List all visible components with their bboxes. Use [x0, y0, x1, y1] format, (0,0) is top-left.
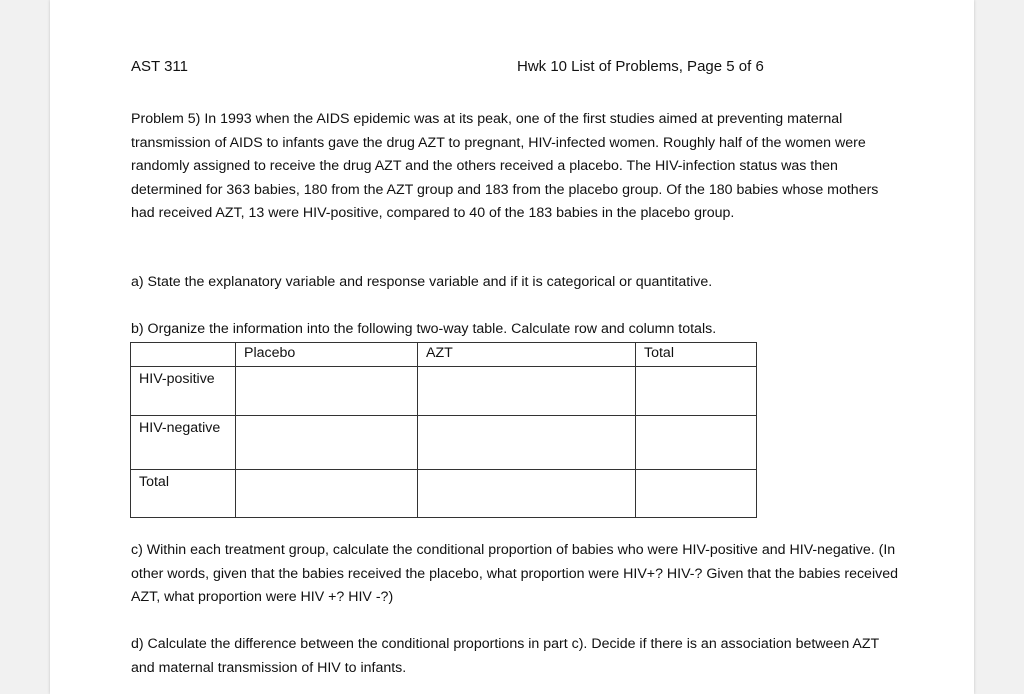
page-title: Hwk 10 List of Problems, Page 5 of 6 — [517, 58, 764, 75]
question-a: a) State the explanatory variable and response variable and if it is categorical or quantitative. — [131, 274, 713, 290]
blank-cell — [236, 470, 418, 518]
row-label-hiv-positive: HIV-positive — [131, 367, 236, 416]
question-d: d) Calculate the difference between the conditional proportions in part c). Decide if there is an association between AZT and maternal transmission of HIV to infants. — [131, 636, 879, 676]
table-row — [131, 416, 757, 470]
table-row — [131, 470, 757, 518]
column-header-total: Total — [636, 343, 757, 367]
blank-cell — [636, 367, 757, 416]
blank-cell — [418, 367, 636, 416]
table-header-row — [131, 343, 757, 367]
blank-cell — [418, 470, 636, 518]
blank-cell — [636, 470, 757, 518]
column-header-azt: AZT — [418, 343, 636, 367]
problem-statement: Problem 5) In 1993 when the AIDS epidemic was at its peak, one of the first studies aimed at preventing maternal transmission of AIDS to infants gave the drug AZT to pregnant, HIV-infected women. Roughly half of the women were randomly assigned to receive the drug AZT and the others received a placebo. The HIV-infection status was then determined for 363 babies, 180 from the AZT group and 183 from the placebo group. Of the 180 babies whose mothers had received AZT, 13 were HIV-positive, compared to 40 of the 183 babies in the placebo group. — [131, 111, 879, 222]
blank-cell — [636, 416, 757, 470]
table-corner-cell — [131, 343, 236, 367]
question-b: b) Organize the information into the following two-way table. Calculate row and column totals. — [131, 321, 717, 337]
blank-cell — [418, 416, 636, 470]
table-row — [131, 367, 757, 416]
row-label-total: Total — [131, 470, 236, 518]
course-code: AST 311 — [131, 58, 188, 75]
document-page — [50, 0, 974, 694]
blank-cell — [236, 416, 418, 470]
two-way-table — [130, 342, 757, 518]
column-header-placebo: Placebo — [236, 343, 418, 367]
question-c: c) Within each treatment group, calculate the conditional proportion of babies who were HIV-positive and HIV-negative. (In other words, given that the babies received the placebo, what proportion were HIV+? HIV-? Given that the babies received AZT, what proportion were HIV +? HIV -?) — [131, 542, 898, 606]
row-label-hiv-negative: HIV-negative — [131, 416, 236, 470]
blank-cell — [236, 367, 418, 416]
